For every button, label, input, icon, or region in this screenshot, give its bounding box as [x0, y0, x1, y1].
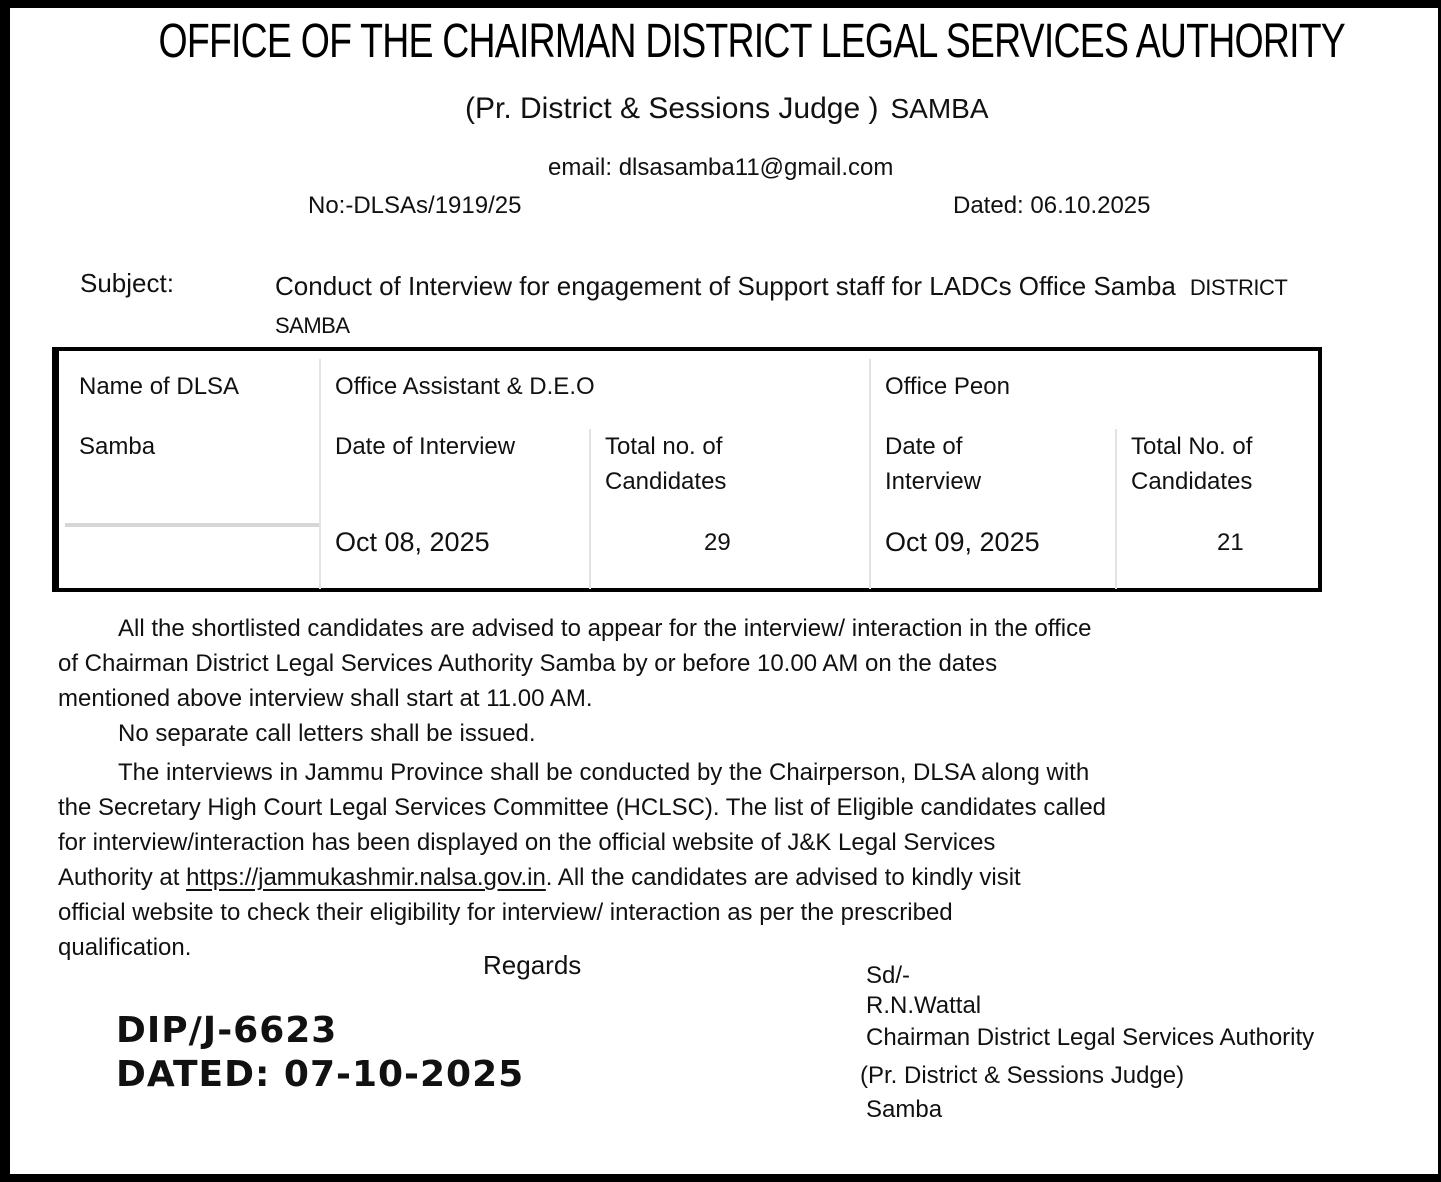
dlsa-name: Samba — [79, 433, 156, 460]
paragraph-line: No separate call letters shall be issued. — [118, 720, 536, 747]
office-subtitle — [465, 92, 989, 126]
header-date-of-interview: Date of Interview — [335, 433, 516, 460]
dip-number: DIP/J-6623 — [116, 1010, 338, 1051]
subject-main: Conduct of Interview for engagement of Support staff for LADCs Office Samba — [275, 271, 1176, 301]
paragraph-text: . All the candidates are advised to kindly visit — [545, 864, 1021, 891]
office-title: OFFICE OF THE CHAIRMAN DISTRICT LEGAL SERVICES AUTHORITY — [158, 15, 1345, 68]
signed-mark: Sd/- — [866, 962, 911, 989]
reference-number: No:-DLSAs/1919/25 — [308, 192, 522, 219]
interview-date: Oct 09, 2025 — [885, 527, 1040, 557]
paragraph-line: mentioned above interview shall start at 11.00 AM. — [58, 685, 593, 712]
divider — [65, 523, 319, 527]
subtitle-designation: (Pr. District & Sessions Judge ) — [465, 92, 879, 125]
candidate-count: 29 — [704, 529, 731, 556]
subject-text — [275, 268, 1335, 344]
divider — [1115, 429, 1117, 589]
header-name-of-dlsa: Name of DLSA — [79, 373, 240, 400]
dip-dated: DATED: 07-10-2025 — [116, 1054, 525, 1095]
interview-date: Oct 08, 2025 — [335, 527, 490, 557]
paragraph-text: Authority at — [58, 864, 180, 891]
paragraph-line: for interview/interaction has been displayed on the official website of J&K Legal Services — [58, 829, 996, 856]
divider — [869, 359, 871, 589]
signatory-place: Samba — [866, 1096, 943, 1123]
group-title-office-peon: Office Peon — [885, 373, 1010, 400]
subject-district: DISTRICT SAMBA — [275, 275, 1287, 338]
signatory-title: Chairman District Legal Services Authority — [866, 1024, 1315, 1051]
group-title-office-assistant: Office Assistant & D.E.O — [335, 373, 595, 400]
header-total-candidates: Total No. of Candidates — [1131, 433, 1253, 495]
divider — [319, 359, 321, 589]
header-total-candidates: Total no. of Candidates — [605, 433, 727, 495]
subtitle-place: SAMBA — [890, 93, 989, 124]
paragraph-line: All the shortlisted candidates are advised to appear for the interview/ interaction in the office — [118, 615, 1092, 642]
paragraph-line: the Secretary High Court Legal Services Committee (HCLSC). The list of Eligible candidates called — [58, 794, 1107, 821]
signatory-post: (Pr. District & Sessions Judge) — [860, 1062, 1185, 1089]
subject-label: Subject: — [80, 268, 174, 298]
header-date-of-interview: Date of Interview — [885, 433, 982, 495]
signatory-name: R.N.Wattal — [866, 992, 982, 1019]
divider — [589, 429, 591, 589]
interview-schedule-table — [52, 347, 1322, 592]
paragraph-line: qualification. — [58, 934, 192, 961]
office-email: email: dlsasamba11@gmail.com — [548, 154, 894, 181]
paragraph-line: The interviews in Jammu Province shall be conducted by the Chairperson, DLSA along with — [118, 759, 1090, 786]
candidate-count: 21 — [1217, 529, 1244, 556]
website-link[interactable]: https://jammukashmir.nalsa.gov.in — [186, 864, 546, 891]
regards-text: Regards — [483, 950, 582, 980]
paragraph-line: official website to check their eligibility for interview/ interaction as per the prescribed — [58, 899, 953, 926]
letter-date: Dated: 06.10.2025 — [953, 192, 1151, 219]
paragraph-line — [58, 860, 1021, 895]
paragraph-line: of Chairman District Legal Services Authority Samba by or before 10.00 AM on the dates — [58, 650, 998, 677]
